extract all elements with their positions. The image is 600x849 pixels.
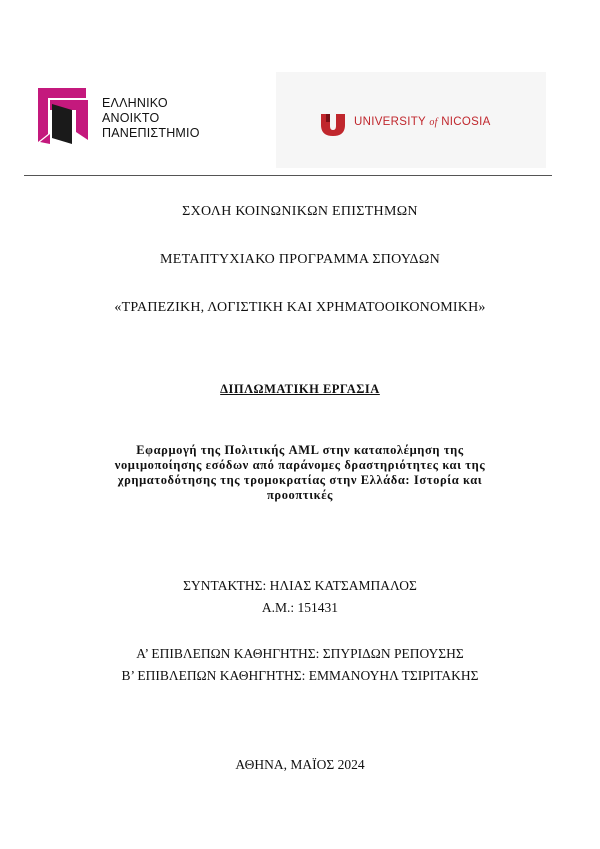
first-supervisor: Α’ ΕΠΙΒΛΕΠΩΝ ΚΑΘΗΓΗΤΗΣ: ΣΠΥΡΙΔΩΝ ΡΕΠΟΥΣΗΣ [136,646,464,661]
eap-logo-text [102,96,200,141]
thesis-title-line: χρηματοδότησης της τρομοκρατίας στην Ελλάδα: Ιστορία και [117,473,483,487]
unic-logo-word: NICOSIA [441,116,491,128]
unic-logo-word: UNIVERSITY [354,116,426,128]
author-name: ΣΥΝΤΑΚΤΗΣ: ΗΛΙΑΣ ΚΑΤΣΑΜΠΑΛΟΣ [183,578,417,593]
program-name: ΜΕΤΑΠΤΥΧΙΑΚΟ ΠΡΟΓΡΑΜΜΑ ΣΠΟΥΔΩΝ [160,252,440,267]
eap-logo-icon [36,84,92,146]
place-date: ΑΘΗΝΑ, ΜΑΪΟΣ 2024 [235,757,365,772]
student-id: Α.Μ.: 151431 [261,600,339,615]
unic-logo [276,72,546,168]
unic-logo-text [354,116,491,128]
school-name: ΣΧΟΛΗ ΚΟΙΝΩΝΙΚΩΝ ΕΠΙΣΤΗΜΩΝ [182,204,418,219]
unic-shield-icon [320,113,346,137]
eap-logo-line: ΠΑΝΕΠΙΣΤΗΜΙΟ [102,126,200,140]
unic-logo-of: of [429,117,438,128]
eap-logo [36,84,216,150]
thesis-title [70,443,530,503]
thesis-title-line: προοπτικές [266,488,334,502]
thesis-label: ΔΙΠΛΩΜΑΤΙΚΗ ΕΡΓΑΣΙΑ [220,382,380,396]
thesis-title-line: Εφαρμογή της Πολιτικής AML στην καταπολέμηση της [136,443,464,457]
eap-logo-line: ΕΛΛΗΝΙΚΟ [102,96,168,110]
header-divider [24,175,552,176]
thesis-title-line: νομιμοποίησης εσόδων από παράνομες δραστηριότητες και της [114,458,486,472]
program-title: «ΤΡΑΠΕΖΙΚΗ, ΛΟΓΙΣΤΙΚΗ ΚΑΙ ΧΡΗΜΑΤΟΟΙΚΟΝΟΜΙΚΗ» [114,300,486,315]
second-supervisor: Β’ ΕΠΙΒΛΕΠΩΝ ΚΑΘΗΓΗΤΗΣ: ΕΜΜΑΝΟΥΗΛ ΤΣΙΡΙΤΑΚΗΣ [121,668,479,683]
eap-logo-line: ΑΝΟΙΚΤΟ [102,111,160,125]
